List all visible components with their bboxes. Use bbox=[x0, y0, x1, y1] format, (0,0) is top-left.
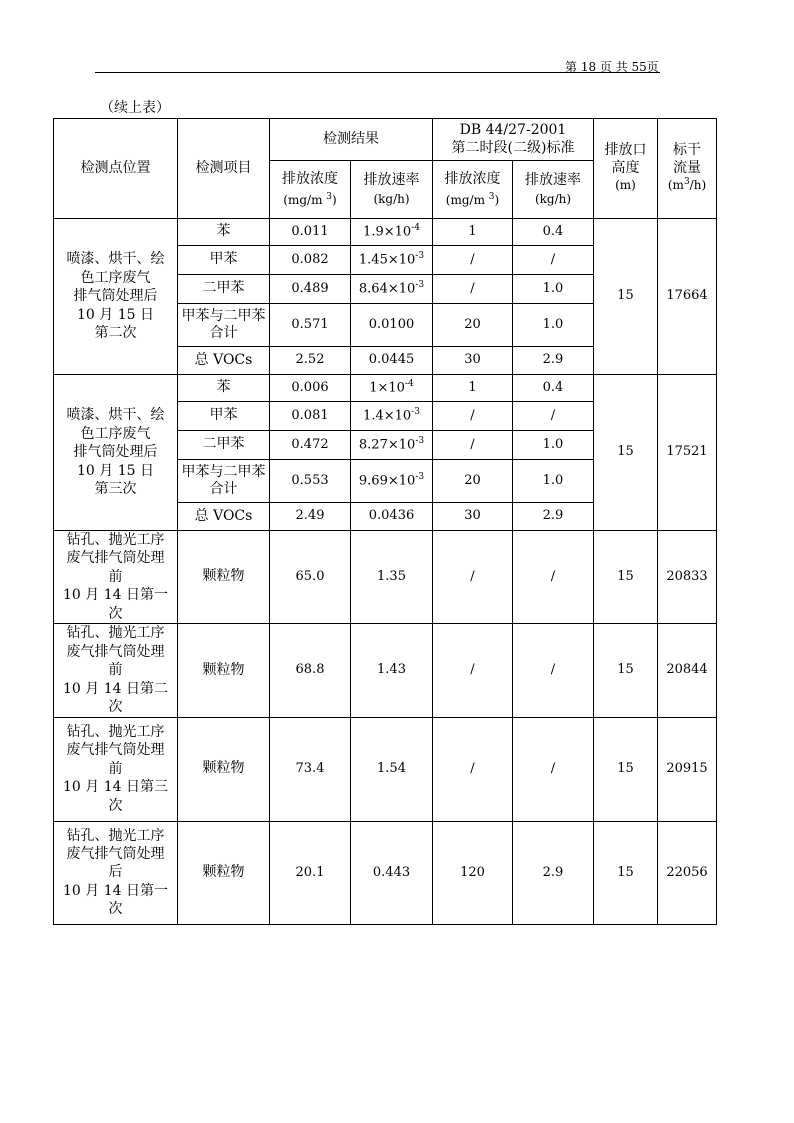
header-flow bbox=[658, 119, 717, 219]
rate-cell bbox=[351, 375, 433, 402]
std-rate-cell: / bbox=[513, 624, 594, 717]
table-row bbox=[54, 821, 717, 924]
location-line: 前 bbox=[108, 760, 123, 777]
rate-value: 8.27×10 bbox=[358, 437, 416, 453]
rate-cell bbox=[351, 275, 433, 304]
std-rate-cell: 2.9 bbox=[513, 821, 594, 924]
header-std-conc: 排放浓度 (mg/m $^3$) bbox=[433, 161, 513, 219]
rate-cell bbox=[351, 219, 433, 246]
location-line: 第二次 bbox=[94, 325, 137, 342]
table-row bbox=[54, 375, 717, 402]
rate-cell bbox=[351, 347, 433, 375]
conc-cell: 0.571 bbox=[270, 304, 351, 347]
item-cell: 总 VOCs bbox=[178, 503, 270, 531]
std-conc-cell: / bbox=[433, 717, 513, 821]
outlet-height-label: 排放口高度 bbox=[604, 142, 647, 176]
rate-value: 0.0445 bbox=[368, 352, 415, 368]
item-cell: 甲苯与二甲苯合计 bbox=[178, 304, 270, 347]
location-line: 废气排气筒处理 bbox=[66, 742, 165, 759]
location-cell bbox=[54, 375, 178, 531]
conc-cell: 0.489 bbox=[270, 275, 351, 304]
location-line: 10 月 14 日第一 bbox=[63, 587, 168, 604]
header-location: 检测点位置 bbox=[54, 119, 178, 219]
std-conc-cell: / bbox=[433, 246, 513, 275]
location-line: 钻孔、抛光工序 bbox=[66, 827, 165, 844]
header-results: 检测结果 bbox=[270, 119, 433, 161]
table-row bbox=[54, 219, 717, 246]
std-rate-cell: 0.4 bbox=[513, 219, 594, 246]
location-line: 喷漆、烘干、绘 bbox=[66, 251, 165, 268]
rate-cell bbox=[351, 402, 433, 431]
std-conc-cell: / bbox=[433, 431, 513, 460]
rate-cell bbox=[351, 304, 433, 347]
std-rate-cell: 1.0 bbox=[513, 275, 594, 304]
conc-cell: 0.472 bbox=[270, 431, 351, 460]
height-cell: 15 bbox=[594, 821, 658, 924]
std-rate-cell: 2.9 bbox=[513, 503, 594, 531]
location-line: 次 bbox=[108, 699, 123, 716]
item-cell: 甲苯与二甲苯合计 bbox=[178, 460, 270, 503]
header-row-1 bbox=[54, 119, 717, 161]
std-rate-cell: / bbox=[513, 402, 594, 431]
location-line: 前 bbox=[108, 568, 123, 585]
flow-cell: 22056 bbox=[658, 821, 717, 924]
flow-cell: 17664 bbox=[658, 219, 717, 375]
location-cell bbox=[54, 821, 178, 924]
rate-value: 8.64×10 bbox=[358, 281, 416, 297]
location-line: 钻孔、抛光工序 bbox=[66, 625, 165, 642]
location-line: 钻孔、抛光工序 bbox=[66, 724, 165, 741]
std-rate-cell: / bbox=[513, 246, 594, 275]
emission-test-table bbox=[53, 118, 717, 925]
rate-cell: 1.54 bbox=[351, 717, 433, 821]
rate-cell: 1.43 bbox=[351, 624, 433, 717]
item-cell: 二甲苯 bbox=[178, 431, 270, 460]
rate-exponent: -3 bbox=[415, 472, 425, 483]
location-line: 排气筒处理后 bbox=[73, 288, 158, 305]
conc-cell: 2.52 bbox=[270, 347, 351, 375]
rate-cell: 1.35 bbox=[351, 531, 433, 624]
table-row bbox=[54, 624, 717, 717]
std-rate-cell: 1.0 bbox=[513, 431, 594, 460]
rate-value: 0.0436 bbox=[368, 508, 415, 524]
height-cell: 15 bbox=[594, 375, 658, 531]
conc-cell: 0.006 bbox=[270, 375, 351, 402]
rate-value: 1.45×10 bbox=[358, 252, 416, 268]
flow-cell: 20915 bbox=[658, 717, 717, 821]
rate-cell bbox=[351, 503, 433, 531]
header-item: 检测项目 bbox=[178, 119, 270, 219]
std-rate-cell: 0.4 bbox=[513, 375, 594, 402]
std-rate-cell: 1.0 bbox=[513, 304, 594, 347]
flow-cell: 20833 bbox=[658, 531, 717, 624]
location-cell bbox=[54, 531, 178, 624]
location-line: 排气筒处理后 bbox=[73, 444, 158, 461]
continued-label: （续上表） bbox=[100, 100, 170, 116]
location-line: 前 bbox=[108, 662, 123, 679]
rate-exponent: -3 bbox=[411, 407, 420, 418]
location-line: 喷漆、烘干、绘 bbox=[66, 407, 165, 424]
item-cell: 总 VOCs bbox=[178, 347, 270, 375]
flow-label: 标干流量 bbox=[673, 142, 701, 176]
item-cell: 颗粒物 bbox=[178, 821, 270, 924]
location-line: 10 月 14 日第一 bbox=[63, 882, 168, 899]
header-conc: 排放浓度 (mg/m $^3$) bbox=[270, 161, 351, 219]
standard-code: DB 44/27-2001 bbox=[459, 122, 567, 138]
item-cell: 甲苯 bbox=[178, 246, 270, 275]
location-line: 废气排气筒处理 bbox=[66, 550, 165, 567]
item-cell: 甲苯 bbox=[178, 402, 270, 431]
std-conc-cell: 20 bbox=[433, 460, 513, 503]
std-conc-cell: 30 bbox=[433, 347, 513, 375]
item-cell: 苯 bbox=[178, 375, 270, 402]
item-cell: 颗粒物 bbox=[178, 531, 270, 624]
conc-cell: 68.8 bbox=[270, 624, 351, 717]
std-conc-cell: / bbox=[433, 531, 513, 624]
std-conc-cell: / bbox=[433, 402, 513, 431]
rate-value: 1×10 bbox=[369, 380, 405, 396]
conc-cell: 0.011 bbox=[270, 219, 351, 246]
conc-cell: 0.082 bbox=[270, 246, 351, 275]
location-cell bbox=[54, 624, 178, 717]
flow-unit: $(m^3/h)$ bbox=[667, 177, 707, 193]
std-rate-cell: 2.9 bbox=[513, 347, 594, 375]
flow-cell: 20844 bbox=[658, 624, 717, 717]
height-cell: 15 bbox=[594, 219, 658, 375]
conc-cell: 65.0 bbox=[270, 531, 351, 624]
std-conc-cell: / bbox=[433, 275, 513, 304]
rate-exponent: -3 bbox=[415, 436, 425, 447]
conc-cell: 0.081 bbox=[270, 402, 351, 431]
conc-cell: 20.1 bbox=[270, 821, 351, 924]
rate-exponent: -3 bbox=[415, 280, 425, 291]
std-conc-cell: 120 bbox=[433, 821, 513, 924]
location-line: 10 月 15 日 bbox=[77, 306, 154, 323]
conc-cell: 73.4 bbox=[270, 717, 351, 821]
item-cell: 颗粒物 bbox=[178, 717, 270, 821]
std-rate-cell: / bbox=[513, 531, 594, 624]
rate-exponent: -4 bbox=[404, 379, 414, 390]
table-row bbox=[54, 717, 717, 821]
location-line: 10 月 14 日第三 bbox=[63, 779, 168, 796]
outlet-height-unit: (m) bbox=[615, 178, 636, 193]
location-line: 10 月 15 日 bbox=[77, 462, 154, 479]
table-row bbox=[54, 531, 717, 624]
rate-value: 1.9×10 bbox=[363, 224, 412, 240]
location-line: 10 月 14 日第二 bbox=[63, 680, 168, 697]
std-conc-cell: 1 bbox=[433, 375, 513, 402]
header-rate: 排放速率 (kg/h) bbox=[351, 161, 433, 219]
rate-value: 9.69×10 bbox=[358, 473, 416, 489]
rate-exponent: -4 bbox=[411, 223, 420, 234]
header-standard bbox=[433, 119, 594, 161]
location-cell bbox=[54, 717, 178, 821]
height-cell: 15 bbox=[594, 531, 658, 624]
location-line: 后 bbox=[108, 864, 123, 881]
rate-exponent: -3 bbox=[415, 251, 425, 262]
item-cell: 苯 bbox=[178, 219, 270, 246]
location-line: 废气排气筒处理 bbox=[66, 643, 165, 660]
std-conc-cell: / bbox=[433, 624, 513, 717]
std-conc-cell: 1 bbox=[433, 219, 513, 246]
height-cell: 15 bbox=[594, 717, 658, 821]
std-conc-cell: 20 bbox=[433, 304, 513, 347]
std-rate-cell: 1.0 bbox=[513, 460, 594, 503]
header-outlet-height bbox=[594, 119, 658, 219]
location-line: 次 bbox=[108, 901, 123, 918]
location-line: 色工序废气 bbox=[80, 269, 151, 286]
location-line: 次 bbox=[108, 605, 123, 622]
header-std-rate: 排放速率 (kg/h) bbox=[513, 161, 594, 219]
location-line: 次 bbox=[108, 797, 123, 814]
item-cell: 二甲苯 bbox=[178, 275, 270, 304]
location-line: 钻孔、抛光工序 bbox=[66, 532, 165, 548]
standard-period: 第二时段(二级)标准 bbox=[451, 139, 575, 156]
rate-cell bbox=[351, 246, 433, 275]
rate-cell bbox=[351, 460, 433, 503]
location-cell bbox=[54, 219, 178, 375]
location-line: 废气排气筒处理 bbox=[66, 845, 165, 862]
conc-cell: 2.49 bbox=[270, 503, 351, 531]
flow-cell: 17521 bbox=[658, 375, 717, 531]
item-cell: 颗粒物 bbox=[178, 624, 270, 717]
rate-value: 0.0100 bbox=[368, 316, 415, 332]
conc-cell: 0.553 bbox=[270, 460, 351, 503]
rate-cell bbox=[351, 431, 433, 460]
height-cell: 15 bbox=[594, 624, 658, 717]
location-line: 色工序废气 bbox=[80, 425, 151, 442]
std-rate-cell: / bbox=[513, 717, 594, 821]
page-number: 第 18 页 共 55页 bbox=[565, 60, 659, 74]
rate-cell: 0.443 bbox=[351, 821, 433, 924]
std-conc-cell: 30 bbox=[433, 503, 513, 531]
rate-value: 1.4×10 bbox=[363, 408, 412, 424]
location-line: 第三次 bbox=[94, 481, 137, 498]
